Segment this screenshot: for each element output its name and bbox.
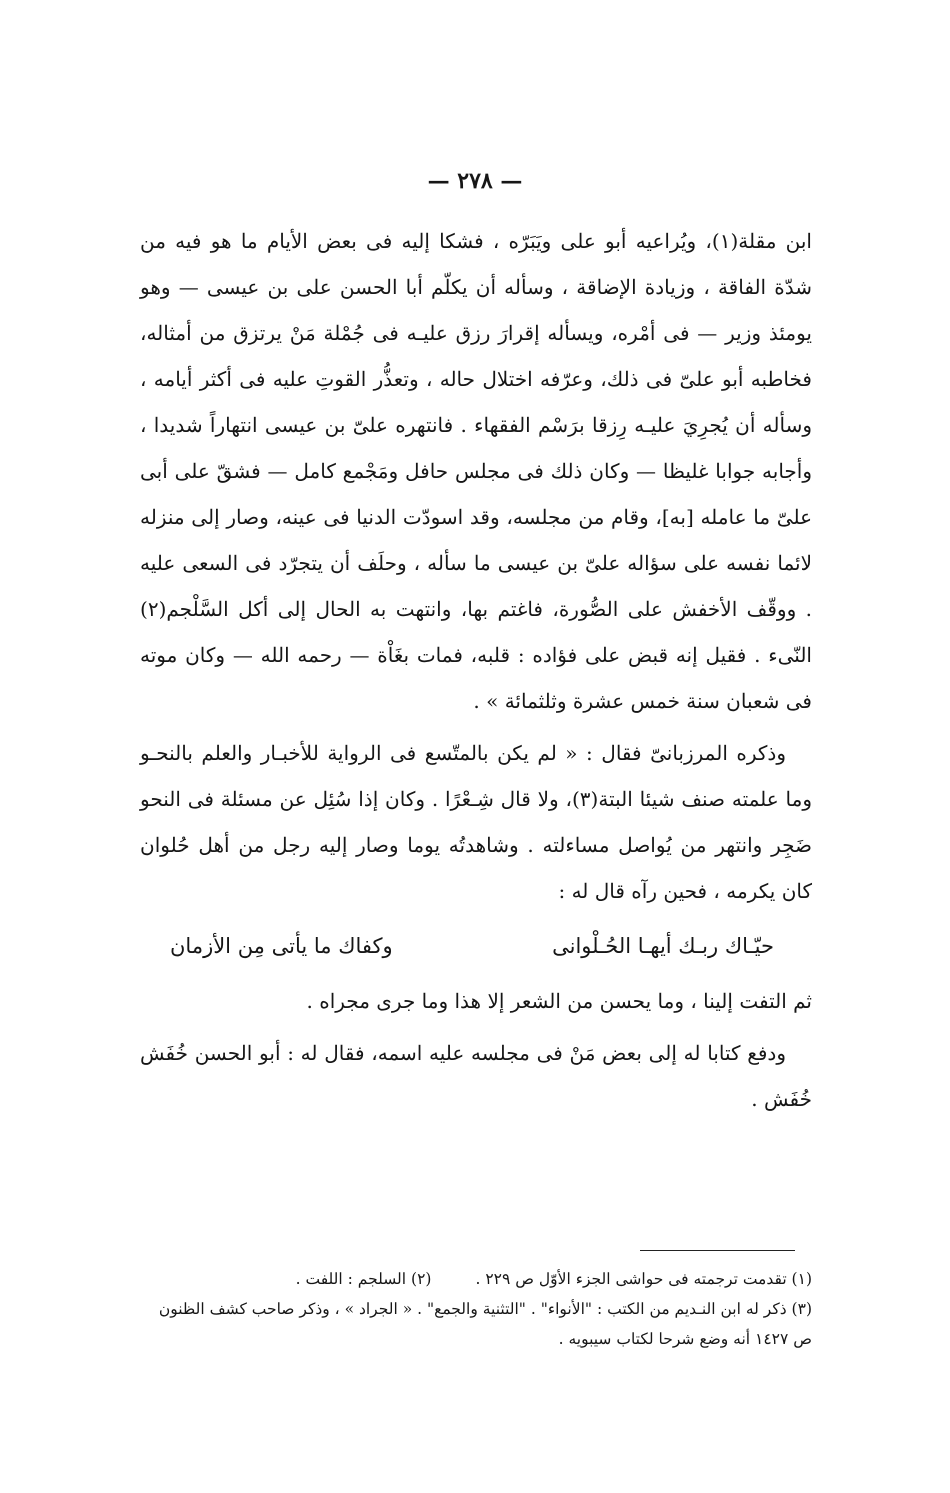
verse-right-hemistich: حيّـاك ربـك أيهـا الحُـلْوانى: [552, 934, 774, 958]
paragraph-1: ابن مقلة(١)، ويُراعيه أبو على ويَبَرّه ، فشكا إليه فى بعض الأيام ما هو فيه من شدّة الفاقة ، وزيادة الإضاقة ، وسأله أن يكلّم أبا الحسن على بن عيسى — وهو يومئذ وزير — فى أمْره، ويسأله إقرارَ رزق عليـه فى جُمْلة مَنْ يرتزق من أمثاله، فخاطبه أبو علىّ فى ذلك، وعرّفه اختلال حاله ، وتعذُّر القوتِ عليه فى أكثر أيامه ، وسأله أن يُجرِيَ عليـه رِزقا برَسْم الفقهاء . فانتهره علىّ بن عيسى انتهاراً شديدا ، وأجابه جوابا غليظا — وكان ذلك فى مجلس حافل ومَجْمع كامل — فشقّ على أبى علىّ ما عامله [به]، وقام من مجلسه، وقد اسودّت الدنيا فى عينه، وصار إلى منزله لائما نفسه على سؤاله علىّ بن عيسى ما سأله ، وحلَف أن يتجرّد فى السعى عليه . ووقّف الأخفش على الصُّورة، فاغتم بها، وانتهت به الحال إلى أكل السَّلْجم(٢) النّىء . فقيل إنه قبض على فؤاده : قلبه، فمات بغَاْة — رحمه الله — وكان موته فى شعبان سنة خمس عشرة وثلثمائة » .: [140, 229, 813, 713]
verse: [140, 920, 812, 972]
main-text: [140, 218, 812, 1128]
paragraph-after-verse: ثم التفت إلينا ، وما يحسن من الشعر إلا هذا وما جرى مجراه .: [306, 989, 812, 1013]
paragraph-last: ودفع كتابا له إلى بعض مَنْ فى مجلسه عليه اسمه، فقال له : أبو الحسن خُفَش خُفَش .: [140, 1041, 812, 1111]
verse-left-hemistich: وكفاك ما يأتى مِن الأزمان: [170, 934, 393, 958]
footnotes: [140, 1264, 812, 1354]
footnote-2: (٢) السلجم : اللفت .: [295, 1270, 432, 1288]
footnote-separator: [640, 1250, 795, 1251]
paragraph-2: وذكره المرزبانىّ فقال : « لم يكن بالمتّسع فى الرواية للأخبـار والعلم بالنحـو وما علمته صنف شيئا البتة(٣)، ولا قال شِـعْرًا . وكان إذا سُئِل عن مسئلة فى النحو ضَجِر وانتهر من يُواصل مساءلته . وشاهدتُه يوما وصار إليه رجل من أهل حُلوان كان يكرمه ، فحين رآه قال له :: [140, 741, 812, 903]
footnote-row: [140, 1264, 812, 1294]
page-number: — ٢٧٨ —: [427, 168, 523, 194]
footnote-1: (١) تقدمت ترجمته فى حواشى الجزء الأوّل ص ٢٢٩ .: [475, 1270, 812, 1288]
footnote-3: (٣) ذكر له ابن النـديم من الكتب : "الأنواء" . "التثنية والجمع" . « الجراد » ، وذكر صاحب كشف الظنون ص ١٤٢٧ أنه وضع شرحا لكتاب سيبويه .: [158, 1300, 812, 1348]
